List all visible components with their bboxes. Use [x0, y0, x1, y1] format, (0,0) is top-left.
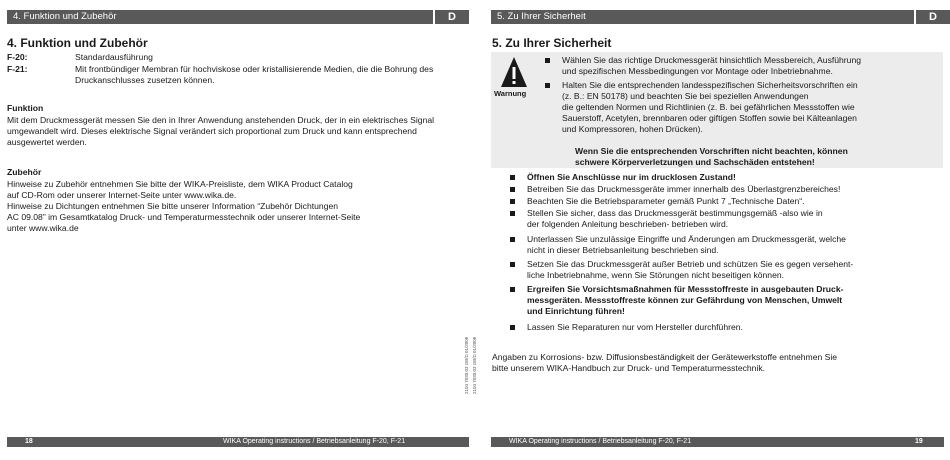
right-language-badge: D [914, 10, 950, 24]
right-footer-bar [491, 437, 944, 447]
left-section-title: 4. Funktion und Zubehör [7, 36, 148, 50]
left-language-badge: D [433, 10, 469, 24]
zubehoer-text: Hinweise zu Zubehör entnehmen Sie bitte der WIKA-Preisliste, dem WIKA Product Catalog auf CD-Rom oder unserer Internet-Seite unter www.wika.de. Hinweise zu Dichtungen entnehmen Sie bitte unserer Information “Zubehör Dichtungen AC 09.08” im Gesamtkatalog Druck- und Temperaturmesstechnik oder unserer Internet-Seite unter www.wika.de [7, 179, 361, 234]
right-header-title: 5. Zu Ihrer Sicherheit [497, 11, 586, 22]
warning-consequence: Wenn Sie die entsprechenden Vorschriften nicht beachten, können schwere Körperverletzungen und Sachschäden entstehen! [575, 146, 848, 168]
variant-key: F-20: [7, 52, 28, 62]
variant-text: Mit frontbündiger Membran für hochviskose oder kristallisierende Medien, die die Bohrung des Druckanschlusses zusetzen können. [75, 64, 434, 86]
bullet-square [545, 58, 550, 63]
warning-triangle-icon [500, 56, 528, 88]
left-footer-bar [7, 437, 469, 447]
zubehoer-heading: Zubehör [7, 167, 42, 177]
variant-row-f21 [7, 64, 462, 88]
doc-code-2: 2104 7030.03 GB/D 01/2006 [472, 336, 477, 394]
doc-code-1: 2104 7030.03 GB/D 01/2006 [464, 336, 469, 394]
left-header-title: 4. Funktion und Zubehör [13, 11, 117, 22]
variant-key: F-21: [7, 64, 28, 74]
funktion-text: Mit dem Druckmessgerät messen Sie den in Ihrer Anwendung anstehenden Druck, der in ein elektrisches Signal umgewandelt wird. Dieses elektrische Signal verändert sich proportional zum Druck und kann entsprechend ausgewertet werden. [7, 115, 435, 148]
left-page-number: 18 [25, 438, 33, 445]
closing-paragraph: Angaben zu Korrosions- bzw. Diffusionsbeständigkeit der Gerätewerkstoffe entnehmen Sie bitte unserem WIKA-Handbuch zur Druck- und Temperaturmesstechnik. [492, 352, 838, 374]
funktion-heading: Funktion [7, 103, 44, 113]
warning-label: Warnung [494, 89, 527, 98]
right-section-title: 5. Zu Ihrer Sicherheit [492, 36, 612, 50]
variant-text: Standardausführung [75, 52, 153, 62]
right-footer-text: WIKA Operating instructions / Betriebsanleitung F-20, F-21 [509, 438, 692, 445]
variant-row-f20 [7, 52, 462, 64]
left-header-bar [7, 10, 469, 24]
left-footer-text: WIKA Operating instructions / Betriebsanleitung F-20, F-21 [223, 438, 406, 445]
bullet-square [545, 83, 550, 88]
right-page-number: 19 [915, 438, 923, 445]
right-header-bar [491, 10, 950, 24]
